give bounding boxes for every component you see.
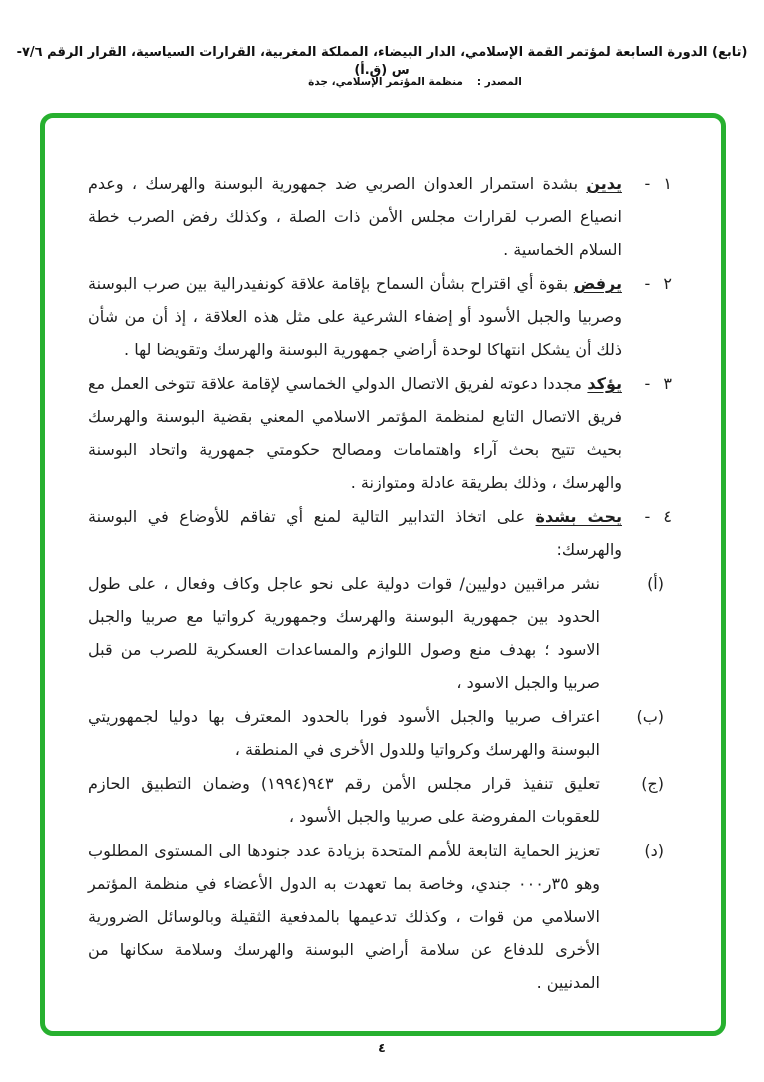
sub-item-a (88, 567, 672, 699)
item-body: على اتخاذ التدابير التالية لمنع أي تفاقم للأوضاع في البوسنة والهرسك: (88, 507, 622, 559)
sub-item-d (88, 834, 672, 999)
page-header-title: (تابع) الدورة السابعة لمؤتمر القمة الإسلامي، الدار البيضاء، المملكة المغربية، القرارات السياسية، القرار الرقم ٧/٦-س (ق.أ) (16, 45, 748, 78)
item-text (88, 367, 622, 499)
item-lead: يؤكد (587, 374, 622, 393)
item-marker: ٣ - (644, 374, 672, 393)
item-lead: يرفض (573, 274, 622, 293)
item-lead: يدين (586, 174, 622, 193)
item-text (88, 267, 622, 366)
subitem-text: نشر مراقبين دوليين/ قوات دولية على نحو عاجل وكاف وفعال ، على طول الحدود بين جمهورية البوسنة والهرسك وجمهورية كرواتيا مع صربيا والجبل الاسود ؛ بهدف منع وصول اللوازم والمساعدات العسكرية للصرب من قبل صربيا والجبل الاسود ، (88, 574, 600, 692)
source-label: المصدر : (476, 76, 522, 88)
sub-item-c (88, 767, 672, 833)
subitem-text: تعليق تنفيذ قرار مجلس الأمن رقم ٩٤٣(١٩٩٤) وضمان التطبيق الحازم للعقوبات المفروضة على صربيا والجبل الأسود ، (88, 774, 601, 826)
resolution-item-2 (88, 267, 672, 366)
item-marker: ١ - (644, 174, 672, 193)
subitem-marker: (ب) (636, 707, 664, 726)
resolution-item-1 (88, 167, 672, 266)
subitem-marker: (د) (644, 841, 664, 860)
document-content (45, 118, 721, 1031)
source-line (33, 76, 764, 88)
resolution-item-3 (88, 367, 672, 499)
item-lead: يحث بشدة (535, 507, 622, 526)
source-value: منظمة المؤتمر الإسلامي، جدة (308, 76, 463, 88)
item-body: مجددا دعوته لفريق الاتصال الدولي الخماسي لإقامة علاقة تتوخى العمل مع فريق الاتصال التابع لمنظمة المؤتمر الاسلامي المعني بقضية البوسنة والهرسك بحيث تتيح بحث آراء واهتمامات ومصالح حكومتي جمهورية واتحاد البوسنة والهرسك ، وذلك بطريقة عادلة ومتوازنة . (88, 374, 622, 492)
sub-item-b (88, 700, 672, 766)
item-marker: ٤ - (644, 507, 672, 526)
subitem-marker: (ج) (641, 774, 664, 793)
document-frame (40, 113, 726, 1036)
item-body: بقوة أي اقتراح بشأن السماح بإقامة علاقة كونفيدرالية بين صرب البوسنة وصربيا والجبل الأسود أو إضفاء الشرعية على مثل هذه العلاقة ، إذ أن من شأن ذلك أن يشكل انتهاكا لوحدة أراضي جمهورية البوسنة والهرسك وتقويضا لها . (88, 274, 622, 359)
subitem-text: اعتراف صربيا والجبل الأسود فورا بالحدود المعترف بها دوليا لجمهوريتي البوسنة والهرسك وكرواتيا وللدول الأخرى في المنطقة ، (88, 707, 600, 759)
resolution-item-4 (88, 500, 672, 566)
item-text (88, 500, 622, 566)
subitem-marker: (أ) (647, 574, 664, 593)
item-text (88, 167, 622, 266)
item-marker: ٢ - (644, 274, 672, 293)
subitem-text: تعزيز الحماية التابعة للأمم المتحدة بزيادة عدد جنودها الى المستوى المطلوب وهو ٣٥ر٠٠٠ جندي، وخاصة بما تعهدت به الدول الأعضاء في منظمة المؤتمر الاسلامي من قوات ، وكذلك تدعيمها بالمدفعية الثقيلة وبالوسائل الضرورية الأخرى للدفاع عن سلامة أراضي البوسنة والهرسك وسلامة سكانها من المدنيين . (88, 841, 601, 992)
item-body: بشدة استمرار العدوان الصربي ضد جمهورية البوسنة والهرسك ، وعدم انصياع الصرب لقرارات مجلس الأمن ذات الصلة ، وكذلك رفض الصرب خطة السلام الخماسية . (88, 174, 622, 259)
page-number: ٤ (378, 1040, 386, 1055)
